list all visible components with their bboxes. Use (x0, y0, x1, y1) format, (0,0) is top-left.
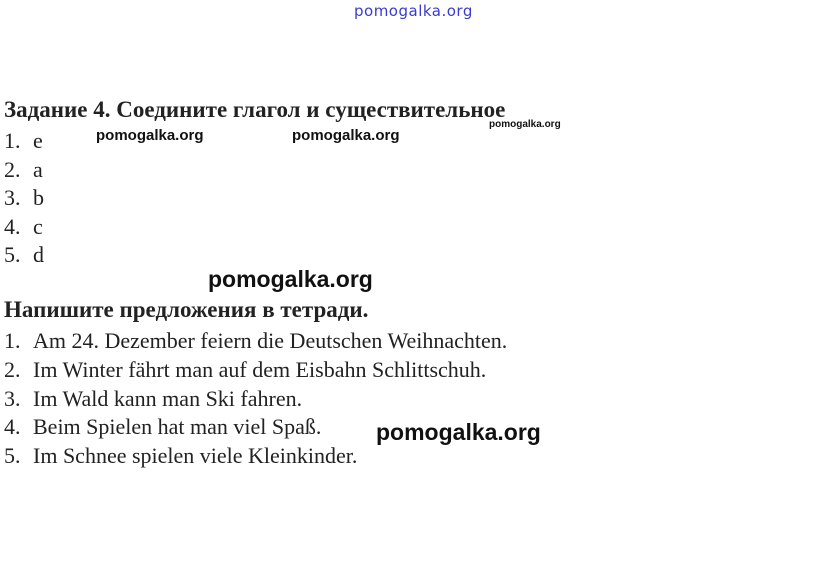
task5-item-4 (4, 414, 321, 440)
item-number: 2. (4, 157, 21, 182)
item-number: 4. (4, 414, 21, 439)
task4-item-1 (4, 128, 43, 154)
item-number: 1. (4, 128, 21, 153)
item-number: 5. (4, 443, 21, 468)
task4-item-5 (4, 242, 44, 268)
task5-item-1 (4, 328, 507, 354)
task5-item-3 (4, 386, 302, 412)
sentence-text: Beim Spielen hat man viel Spaß. (33, 414, 322, 439)
sentence-text: Im Schnee spielen viele Kleinkinder. (33, 443, 358, 468)
task5-item-2 (4, 357, 486, 383)
item-answer: a (33, 157, 43, 182)
task4-item-3 (4, 185, 44, 211)
sentence-text: Im Wald kann man Ski fahren. (33, 386, 303, 411)
item-number: 3. (4, 386, 21, 411)
task5-item-5 (4, 443, 357, 469)
sentence-text: Im Winter fährt man auf dem Eisbahn Schlittschuh. (33, 357, 487, 382)
item-number: 3. (4, 185, 21, 210)
watermark-small: pomogalka.org (292, 127, 400, 144)
item-answer: b (33, 185, 44, 210)
item-number: 1. (4, 328, 21, 353)
item-answer: e (33, 128, 43, 153)
item-answer: d (33, 242, 44, 267)
task4-item-2 (4, 157, 43, 183)
watermark-large: pomogalka.org (376, 419, 541, 445)
item-number: 5. (4, 242, 21, 267)
item-answer: c (33, 214, 43, 239)
watermark-large: pomogalka.org (208, 266, 373, 292)
item-number: 4. (4, 214, 21, 239)
task5-heading: Напишите предложения в тетради. (4, 297, 369, 322)
task4-item-4 (4, 214, 43, 240)
sentence-text: Am 24. Dezember feiern die Deutschen Weihnachten. (33, 328, 508, 353)
watermark-small: pomogalka.org (96, 127, 204, 144)
task4-heading: Задание 4. Соедините глагол и существительное (4, 97, 506, 122)
watermark-tiny: pomogalka.org (489, 119, 561, 130)
item-number: 2. (4, 357, 21, 382)
watermark-top: pomogalka.org (354, 2, 473, 20)
